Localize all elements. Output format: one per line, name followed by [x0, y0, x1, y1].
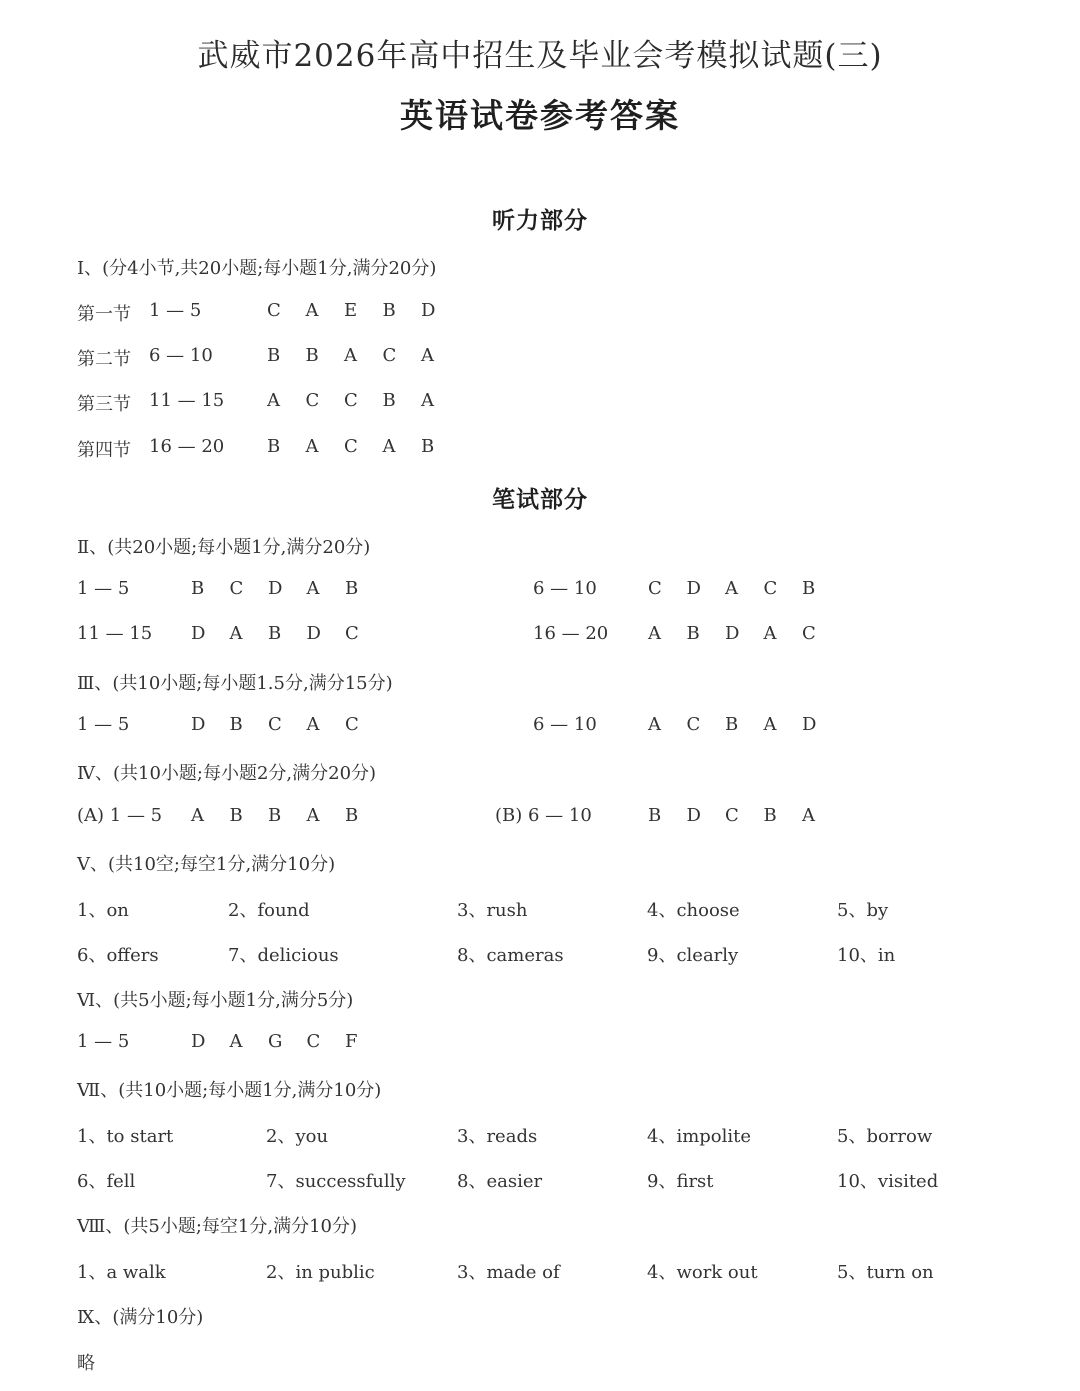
word-answer: 8、cameras: [457, 945, 564, 966]
row-range: (B) 6 — 10: [495, 805, 592, 826]
section-vii-row-1: [0, 1122, 1080, 1146]
section-ii-title: Ⅱ、(共20小题;每小题1分,满分20分): [77, 537, 371, 558]
section-i-title: Ⅰ、(分4小节,共20小题;每小题1分,满分20分): [77, 258, 437, 279]
word-answer: 3、rush: [457, 900, 528, 921]
word-answer: 4、work out: [647, 1262, 758, 1283]
section-iv-row: [0, 805, 1080, 829]
section-iii-title: Ⅲ、(共10小题;每小题1.5分,满分15分): [77, 673, 393, 694]
section-iv-title: Ⅳ、(共10小题;每小题2分,满分20分): [77, 763, 377, 784]
row-range: 6 — 10: [533, 714, 597, 735]
row-range: 1 — 5: [77, 1031, 130, 1052]
answer-set: A C B A D: [648, 714, 817, 735]
answer-set: A C C B A: [267, 390, 434, 411]
row-range: 1 — 5: [77, 714, 130, 735]
section-ii-row-2: [0, 623, 1080, 647]
row-range: 1 — 5: [77, 578, 130, 599]
word-answer: 7、successfully: [266, 1171, 406, 1192]
word-answer: 6、offers: [77, 945, 159, 966]
answer-set: A B B A B: [191, 805, 359, 826]
word-answer: 1、on: [77, 900, 129, 921]
row-range: 6 — 10: [533, 578, 597, 599]
word-answer: 6、fell: [77, 1171, 136, 1192]
word-answer: 5、borrow: [837, 1126, 933, 1147]
section-vi-title: Ⅵ、(共5小题;每小题1分,满分5分): [77, 990, 354, 1011]
answer-set: D A G C F: [191, 1031, 358, 1052]
word-answer: 8、easier: [457, 1171, 543, 1192]
section-ii-row-1: [0, 578, 1080, 602]
answer-set: C A E B D: [267, 300, 436, 321]
word-answer: 1、to start: [77, 1126, 174, 1147]
answer-set: B C D A B: [191, 578, 359, 599]
word-answer: 2、you: [266, 1126, 329, 1147]
word-answer: 9、first: [647, 1171, 714, 1192]
answer-set: B D C B A: [648, 805, 815, 826]
row-range: 11 — 15: [77, 623, 153, 644]
row-label: 第一节: [77, 304, 131, 325]
word-answer: 5、by: [837, 900, 889, 921]
listening-row-3: [0, 390, 1080, 414]
listening-row-1: [0, 300, 1080, 324]
answer-set: D B C A C: [191, 714, 359, 735]
word-answer: 4、impolite: [647, 1126, 752, 1147]
row-range: 11 — 15: [149, 390, 225, 411]
row-range: 1 — 5: [149, 300, 202, 321]
section-vii-row-2: [0, 1167, 1080, 1191]
row-label: 第二节: [77, 349, 131, 370]
row-range: (A) 1 — 5: [77, 805, 163, 826]
section-v-title: Ⅴ、(共10空;每空1分,满分10分): [77, 854, 336, 875]
answer-set: B A C A B: [267, 436, 435, 457]
word-answer: 2、in public: [266, 1262, 375, 1283]
answer-set: C D A C B: [648, 578, 816, 599]
section-vi-row: [0, 1031, 1080, 1055]
row-range: 16 — 20: [149, 436, 225, 457]
word-answer: 10、visited: [837, 1171, 939, 1192]
exam-title: 武威市2026年高中招生及毕业会考模拟试题(三): [197, 38, 883, 74]
listening-row-4: [0, 436, 1080, 460]
word-answer: 9、clearly: [647, 945, 739, 966]
row-range: 6 — 10: [149, 345, 213, 366]
word-answer: 4、choose: [647, 900, 740, 921]
word-answer: 7、delicious: [228, 945, 339, 966]
section-viii-row: [0, 1258, 1080, 1282]
word-answer: 1、a walk: [77, 1262, 166, 1283]
word-answer: 3、made of: [457, 1262, 560, 1283]
answer-set: B B A C A: [267, 345, 434, 366]
word-answer: 5、turn on: [837, 1262, 934, 1283]
section-ix-title: Ⅸ、(满分10分): [77, 1307, 204, 1328]
row-range: 16 — 20: [533, 623, 609, 644]
section-viii-title: Ⅷ、(共5小题;每空1分,满分10分): [77, 1216, 357, 1237]
answer-set: D A B D C: [191, 623, 359, 644]
listening-row-2: [0, 345, 1080, 369]
answer-set: A B D A C: [648, 623, 816, 644]
section-v-row-1: [0, 896, 1080, 920]
word-answer: 2、found: [228, 900, 310, 921]
section-v-row-2: [0, 941, 1080, 965]
section-vii-title: Ⅶ、(共10小题;每小题1分,满分10分): [77, 1080, 382, 1101]
answer-key-title: 英语试卷参考答案: [400, 96, 680, 135]
row-label: 第三节: [77, 394, 131, 415]
row-label: 第四节: [77, 440, 131, 461]
word-answer: 3、reads: [457, 1126, 538, 1147]
section-ix-answer: 略: [77, 1353, 95, 1374]
section-iii-row: [0, 714, 1080, 738]
word-answer: 10、in: [837, 945, 896, 966]
writing-heading: 笔试部分: [492, 486, 588, 513]
listening-heading: 听力部分: [492, 207, 588, 234]
